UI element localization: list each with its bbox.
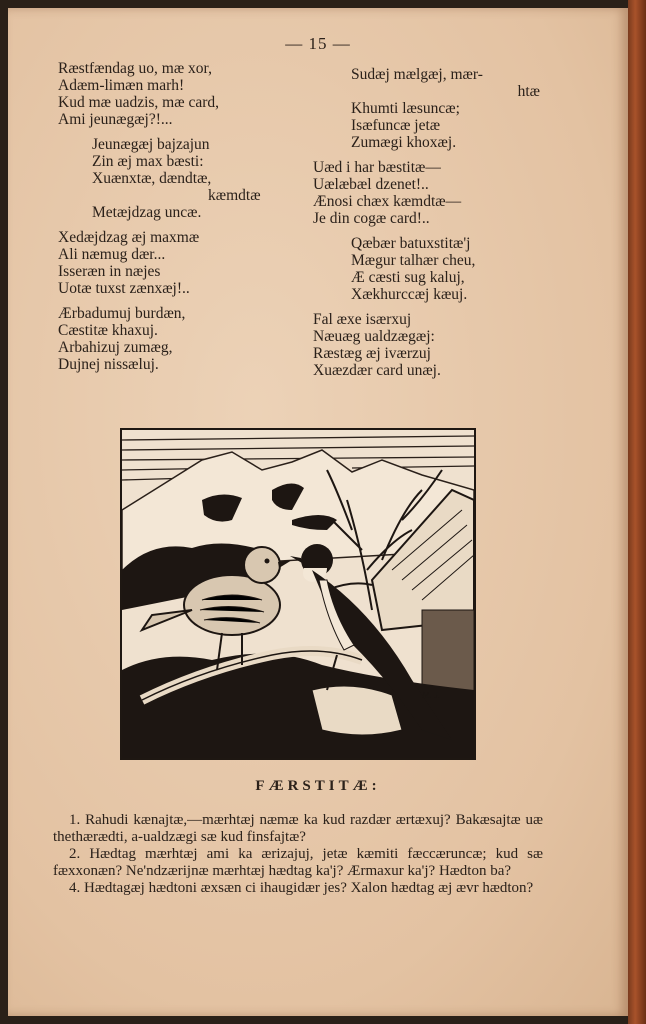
poem-line: Dujnej nissæluj.: [58, 356, 159, 373]
stanza: [313, 235, 548, 303]
exercises-title: FÆRSTITÆ:: [255, 778, 381, 794]
exercise-item: 1. Rahudi kænajtæ,—mærhtæj næmæ ka kud razdær ærtæxuj? Bakæsajtæ uæ thethærædti, a-ualdzægi sæ kud finsfajtæ?: [53, 812, 543, 845]
exercise-item: 2. Hædtag mærhtæj ami ka ærizajuj, jetæ kæmiti fæccæruncæ; kud sæ fæxxonæn? Ne'ndzærijnæ mærhtæj hædtag ka'j? Ærmaxur ka'j? Hædton ba?: [53, 846, 543, 879]
poem-line: Xuænxtæ, dændtæ,: [92, 170, 212, 187]
poem-line: Metæjdzag uncæ.: [92, 204, 202, 221]
poem-line: Kud mæ uadzis, mæ card,: [58, 94, 220, 111]
poem-line: Ærbadumuj burdæn,: [58, 305, 186, 322]
artist-signature: M. J.: [422, 690, 441, 700]
book-spine: [628, 0, 646, 1024]
poem-line: Jeunægæj bajzajun: [92, 136, 210, 153]
poem-line: Xuæzdær card unæj.: [313, 362, 441, 379]
poem-line: htæ: [517, 83, 540, 100]
poem-line: Sudæj mælgæj, mær-: [351, 66, 483, 83]
stanza: [58, 305, 313, 373]
poem-right-column: [313, 66, 548, 387]
poem-line: Adæm-limæn marh!: [58, 77, 185, 94]
poem-line: Zumægi khoxæj.: [351, 134, 457, 151]
poem-line: Isæfuncæ jetæ: [351, 117, 441, 134]
book-page: [8, 8, 628, 1016]
poem-line: Mægur talhær cheu,: [351, 252, 476, 269]
poem-line: Fal æxe isærxuj: [313, 311, 412, 328]
poem-line: Ræstæg æj iværzuj: [313, 345, 431, 362]
poem-line: Ræstfændag uo, mæ xor,: [58, 60, 212, 77]
poem-line: Ali næmug dær...: [58, 246, 166, 263]
poem-line: Uælæbæl dzenet!..: [313, 176, 429, 193]
poem-line: Khumti læsuncæ;: [351, 100, 460, 117]
poem-line: Qæbær batuxstitæ'j: [351, 235, 471, 252]
poem-line: Je din cogæ card!..: [313, 210, 430, 227]
exercise-item: 4. Hædtagæj hædtoni æxsæn ci ihaugidær jes? Xalon hædtag æj ævr hædton?: [69, 880, 534, 896]
bird-illustration: [120, 428, 476, 760]
poem-line: Uæd i har bæstitæ—: [313, 159, 441, 176]
poem-line: Uotæ tuxst zænxæj!..: [58, 280, 190, 297]
page-number: — 15 —: [285, 34, 351, 53]
poem-line: kæmdtæ: [208, 187, 261, 204]
stanza: [313, 311, 548, 379]
exercises-list: [53, 812, 543, 897]
poem-line: Ami jeunægæj?!...: [58, 111, 173, 128]
poem-line: Isseræn in næjes: [58, 263, 161, 280]
stanza: [313, 66, 548, 151]
poem-line: Xækhurccæj kæuj.: [351, 286, 468, 303]
stanza: [58, 60, 313, 128]
stanza: [58, 229, 313, 297]
poem-line: Xedæjdzag æj maxmæ: [58, 229, 200, 246]
poem-line: Arbahizuj zumæg,: [58, 339, 173, 356]
poem-line: Æ cæsti sug kaluj,: [351, 269, 465, 286]
poem-line: Ænosi chæx kæmdtæ—: [313, 193, 462, 210]
poem-line: Cæstitæ khaxuj.: [58, 322, 158, 339]
poem-line: Næuæg ualdzægæj:: [313, 328, 435, 345]
stanza: [58, 136, 313, 221]
poem-line: Zin æj max bæsti:: [92, 153, 204, 170]
stanza: [313, 159, 548, 227]
poem-left-column: [58, 60, 313, 381]
